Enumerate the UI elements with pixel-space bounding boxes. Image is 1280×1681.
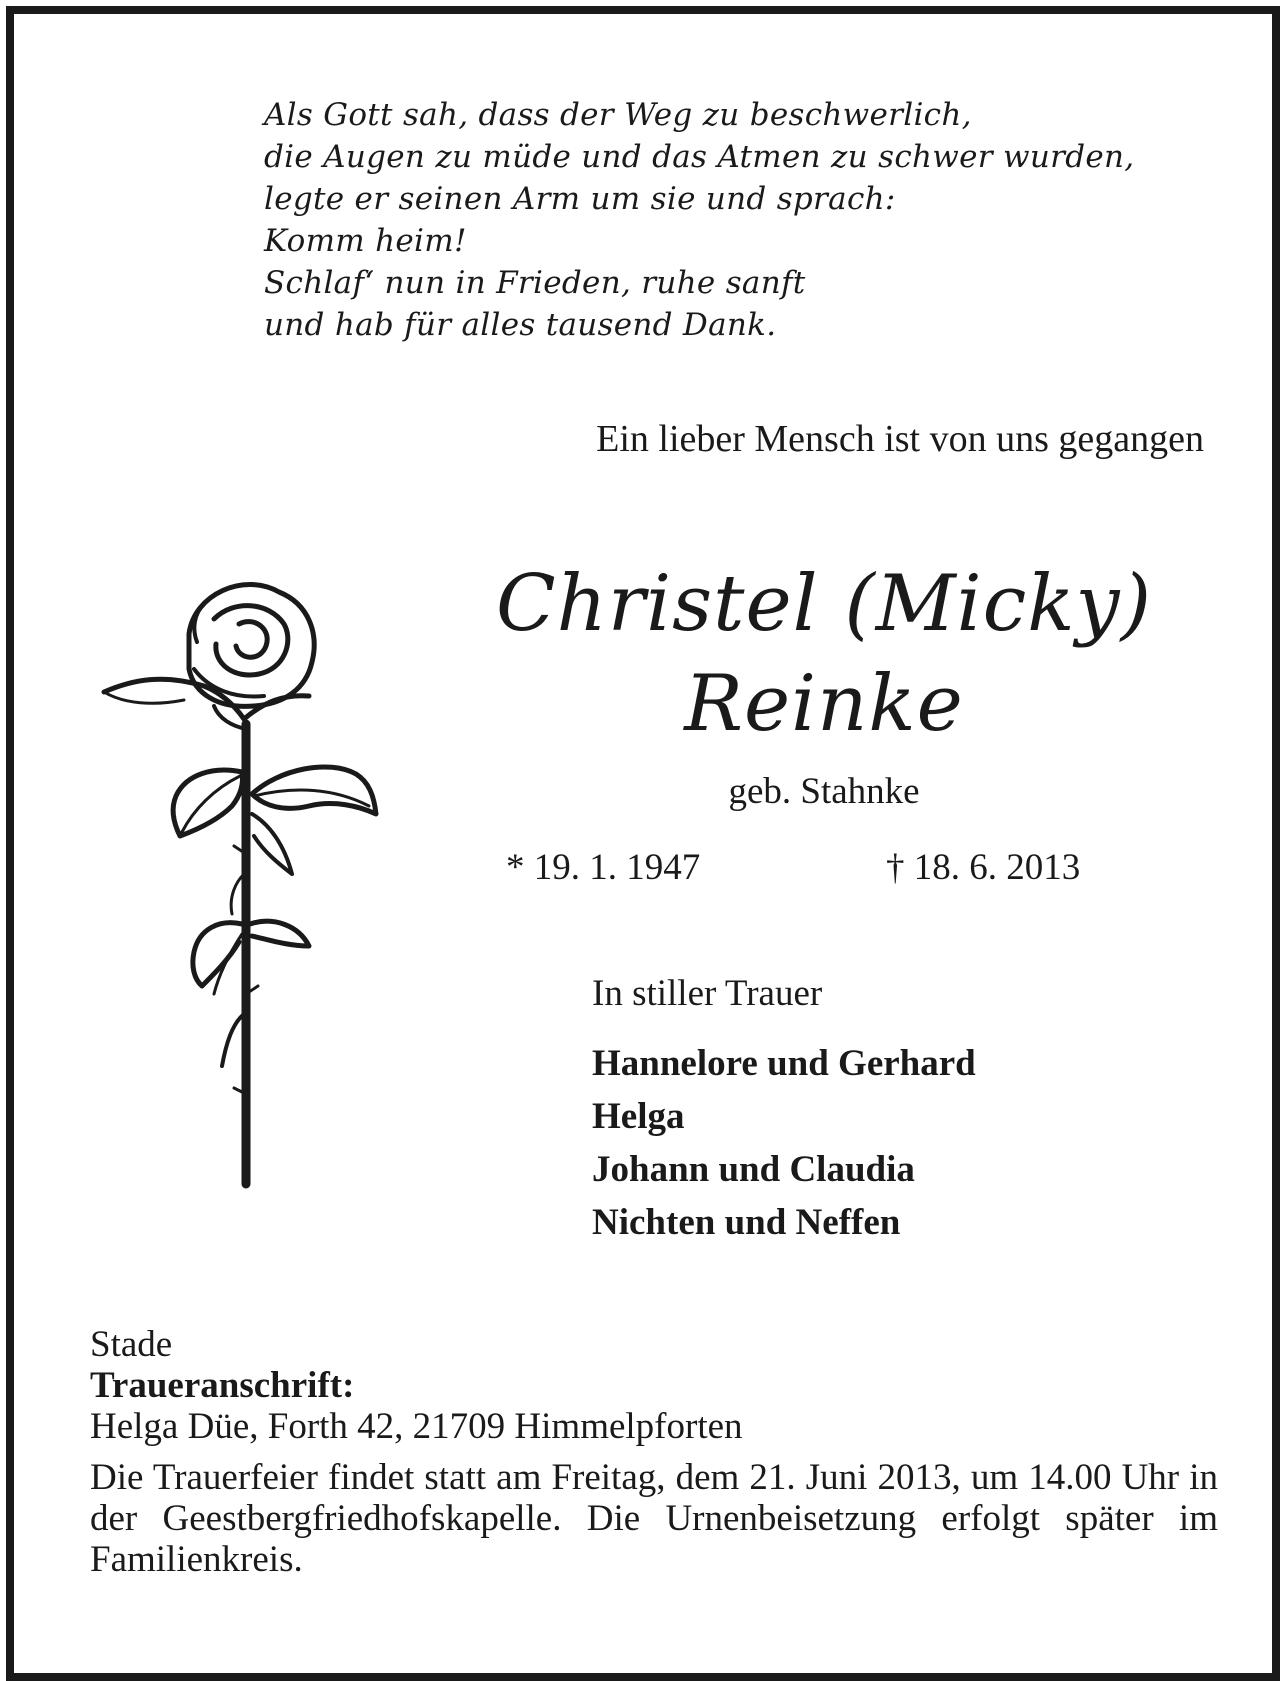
poem-line: und hab für alles tausend Dank. [264, 307, 777, 343]
address-label: Traueranschrift: [90, 1365, 355, 1406]
deceased-name: Christel (Micky) [495, 559, 1153, 649]
mourner-name: Hannelore und Gerhard [592, 1043, 976, 1084]
ceremony-info: Die Trauerfeier findet statt am Freitag, dem 21. Juni 2013, um 14.00 Uhr in der Geestbergfriedhofskapelle. Die Urnenbeisetzung erfolgt später im Familienkreis. [90, 1457, 1218, 1580]
poem-line: legte er seinen Arm um sie und sprach: [264, 181, 896, 217]
poem-line: Schlaf‘ nun in Frieden, ruhe sanft [264, 265, 806, 301]
mourners-block [592, 972, 976, 1249]
poem-line: Als Gott sah, dass der Weg zu beschwerlich, [264, 97, 972, 133]
footer-info [90, 1324, 1218, 1580]
mourning-address: Helga Düe, Forth 42, 21709 Himmelpforten [90, 1406, 743, 1447]
mourner-name: Nichten und Neffen [592, 1202, 901, 1243]
mourner-name: Helga [592, 1096, 685, 1137]
birth-date: * 19. 1. 1947 [506, 847, 701, 888]
mourning-intro: In stiller Trauer [592, 973, 823, 1014]
deceased-name-block [404, 554, 1244, 813]
poem [264, 94, 1134, 346]
mourner-name: Johann und Claudia [592, 1149, 915, 1190]
death-date: † 18. 6. 2013 [886, 847, 1081, 888]
poem-line: die Augen zu müde und das Atmen zu schwer wurden, [264, 139, 1135, 175]
poem-line: Komm heim! [264, 223, 467, 259]
obituary-notice [6, 6, 1280, 1681]
deceased-surname: Reinke [684, 659, 964, 749]
life-dates [14, 846, 1272, 890]
maiden-name: geb. Stahnke [728, 771, 920, 812]
lead-line: Ein lieber Mensch ist von uns gegangen [596, 418, 1204, 460]
place: Stade [90, 1324, 173, 1365]
